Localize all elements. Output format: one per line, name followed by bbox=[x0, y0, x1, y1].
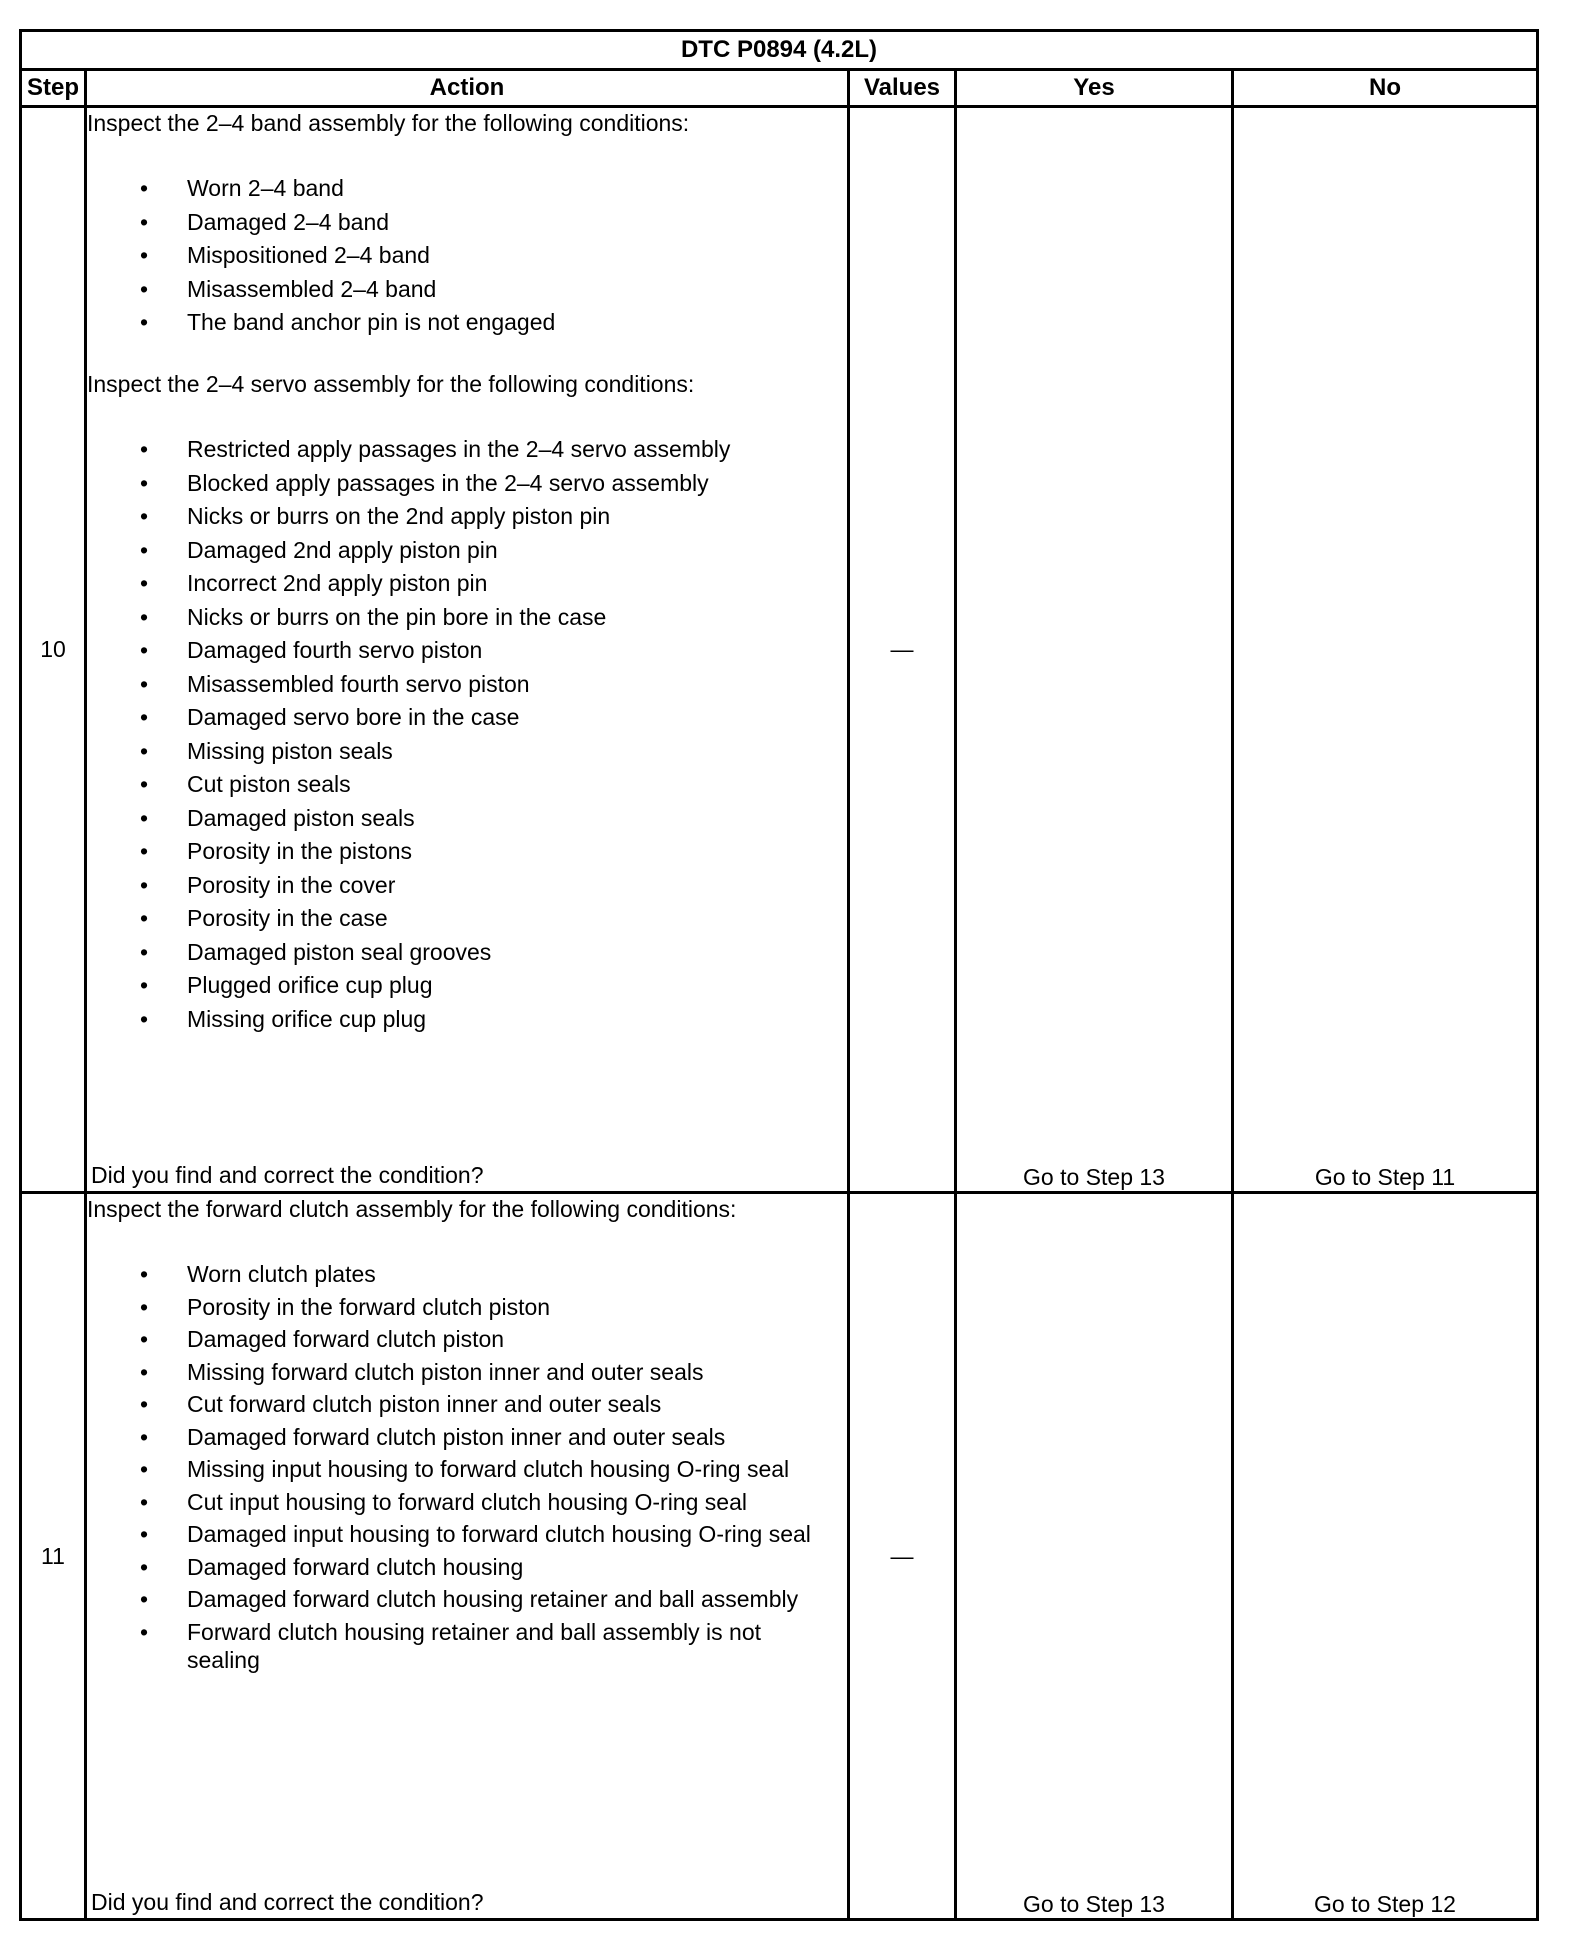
bullet-icon: • bbox=[140, 1261, 149, 1287]
list-item: • Forward clutch housing retainer and ball assembly is not sealing bbox=[140, 1618, 762, 1673]
list-item: • The band anchor pin is not engaged bbox=[140, 309, 556, 335]
bullet-icon: • bbox=[140, 804, 149, 831]
condition-list bbox=[87, 435, 847, 1034]
header-row bbox=[21, 70, 1538, 107]
list-item: • Damaged forward clutch piston inner and outer seals bbox=[140, 1423, 726, 1450]
bullet-icon: • bbox=[140, 1521, 149, 1547]
list-item: • Nicks or burrs on the 2nd apply piston pin bbox=[140, 503, 611, 529]
no-cell: Go to Step 11 bbox=[1233, 107, 1538, 1193]
header-no: No bbox=[1233, 70, 1538, 107]
bullet-icon: • bbox=[140, 938, 149, 965]
action-question: Did you find and correct the condition? bbox=[91, 1162, 484, 1188]
condition-list bbox=[87, 174, 847, 337]
bullet-icon: • bbox=[140, 1293, 149, 1320]
bullet-icon: • bbox=[140, 275, 149, 302]
bullet-icon: • bbox=[140, 972, 149, 998]
table-row bbox=[21, 1193, 1538, 1920]
list-item: • Cut input housing to forward clutch housing O-ring seal bbox=[140, 1488, 747, 1515]
action-intro: Inspect the 2–4 servo assembly for the following conditions: bbox=[87, 371, 695, 397]
bullet-icon: • bbox=[140, 1358, 149, 1385]
bullet-icon: • bbox=[140, 670, 149, 697]
header-step: Step bbox=[21, 70, 86, 107]
bullet-icon: • bbox=[140, 838, 149, 864]
bullet-icon: • bbox=[140, 871, 149, 898]
bullet-icon: • bbox=[140, 1005, 149, 1032]
values-cell: — bbox=[849, 1193, 956, 1920]
bullet-icon: • bbox=[140, 1586, 149, 1612]
list-item: • Misassembled fourth servo piston bbox=[140, 670, 530, 697]
step-number: 11 bbox=[21, 1193, 86, 1920]
bullet-icon: • bbox=[140, 242, 149, 268]
action-cell bbox=[86, 1193, 849, 1920]
list-item: • Worn 2–4 band bbox=[140, 175, 344, 201]
dtc-table bbox=[19, 29, 1539, 1921]
yes-cell: Go to Step 13 bbox=[956, 1193, 1233, 1920]
condition-list bbox=[87, 1260, 847, 1674]
list-item: • Damaged piston seal grooves bbox=[140, 938, 492, 965]
bullet-icon: • bbox=[140, 1456, 149, 1482]
action-intro: Inspect the 2–4 band assembly for the following conditions: bbox=[87, 110, 690, 136]
action-cell bbox=[86, 107, 849, 1193]
list-item: • Damaged 2nd apply piston pin bbox=[140, 536, 498, 563]
table-title: DTC P0894 (4.2L) bbox=[21, 31, 1538, 70]
list-item: • Damaged input housing to forward clutch housing O-ring seal bbox=[140, 1521, 811, 1547]
bullet-icon: • bbox=[140, 1423, 149, 1450]
no-cell: Go to Step 12 bbox=[1233, 1193, 1538, 1920]
header-action: Action bbox=[86, 70, 849, 107]
bullet-icon: • bbox=[140, 1618, 149, 1645]
list-item: • Worn clutch plates bbox=[140, 1261, 376, 1287]
action-question: Did you find and correct the condition? bbox=[91, 1889, 484, 1915]
list-item: • Cut forward clutch piston inner and outer seals bbox=[140, 1391, 662, 1417]
action-intro: Inspect the forward clutch assembly for the following conditions: bbox=[87, 1196, 737, 1222]
header-values: Values bbox=[849, 70, 956, 107]
bullet-icon: • bbox=[140, 436, 149, 462]
list-item: • Mispositioned 2–4 band bbox=[140, 242, 430, 268]
list-item: • Porosity in the pistons bbox=[140, 838, 413, 864]
list-item: • Damaged forward clutch piston bbox=[140, 1326, 505, 1352]
list-item: • Damaged forward clutch housing bbox=[140, 1553, 524, 1580]
bullet-icon: • bbox=[140, 469, 149, 496]
table-row bbox=[21, 107, 1538, 1193]
list-item: • Missing input housing to forward clutch housing O-ring seal bbox=[140, 1456, 790, 1482]
bullet-icon: • bbox=[140, 771, 149, 797]
list-item: • Damaged servo bore in the case bbox=[140, 704, 520, 730]
bullet-icon: • bbox=[140, 737, 149, 764]
bullet-icon: • bbox=[140, 905, 149, 931]
header-yes: Yes bbox=[956, 70, 1233, 107]
list-item: • Restricted apply passages in the 2–4 servo assembly bbox=[140, 436, 731, 462]
list-item: • Damaged piston seals bbox=[140, 804, 415, 831]
step-number: 10 bbox=[21, 107, 86, 1193]
bullet-icon: • bbox=[140, 637, 149, 663]
list-item: • Missing orifice cup plug bbox=[140, 1005, 427, 1032]
bullet-icon: • bbox=[140, 175, 149, 201]
list-item: • Misassembled 2–4 band bbox=[140, 275, 437, 302]
bullet-icon: • bbox=[140, 1391, 149, 1417]
bullet-icon: • bbox=[140, 536, 149, 563]
bullet-icon: • bbox=[140, 309, 149, 335]
list-item: • Porosity in the cover bbox=[140, 871, 396, 898]
bullet-icon: • bbox=[140, 1488, 149, 1515]
bullet-icon: • bbox=[140, 503, 149, 529]
list-item: • Porosity in the forward clutch piston bbox=[140, 1293, 551, 1320]
list-item: • Cut piston seals bbox=[140, 771, 351, 797]
list-item: • Incorrect 2nd apply piston pin bbox=[140, 570, 488, 596]
bullet-icon: • bbox=[140, 603, 149, 630]
list-item: • Blocked apply passages in the 2–4 servo assembly bbox=[140, 469, 709, 496]
list-item: • Missing forward clutch piston inner and outer seals bbox=[140, 1358, 704, 1385]
bullet-icon: • bbox=[140, 1553, 149, 1580]
bullet-icon: • bbox=[140, 704, 149, 730]
bullet-icon: • bbox=[140, 1326, 149, 1352]
list-item: • Missing piston seals bbox=[140, 737, 393, 764]
list-item: • Damaged fourth servo piston bbox=[140, 637, 483, 663]
list-item: • Nicks or burrs on the pin bore in the case bbox=[140, 603, 607, 630]
values-cell: — bbox=[849, 107, 956, 1193]
bullet-icon: • bbox=[140, 570, 149, 596]
list-item: • Plugged orifice cup plug bbox=[140, 972, 433, 998]
list-item: • Damaged forward clutch housing retainer and ball assembly bbox=[140, 1586, 799, 1612]
list-item: • Porosity in the case bbox=[140, 905, 388, 931]
yes-cell: Go to Step 13 bbox=[956, 107, 1233, 1193]
bullet-icon: • bbox=[140, 208, 149, 235]
list-item: • Damaged 2–4 band bbox=[140, 208, 390, 235]
